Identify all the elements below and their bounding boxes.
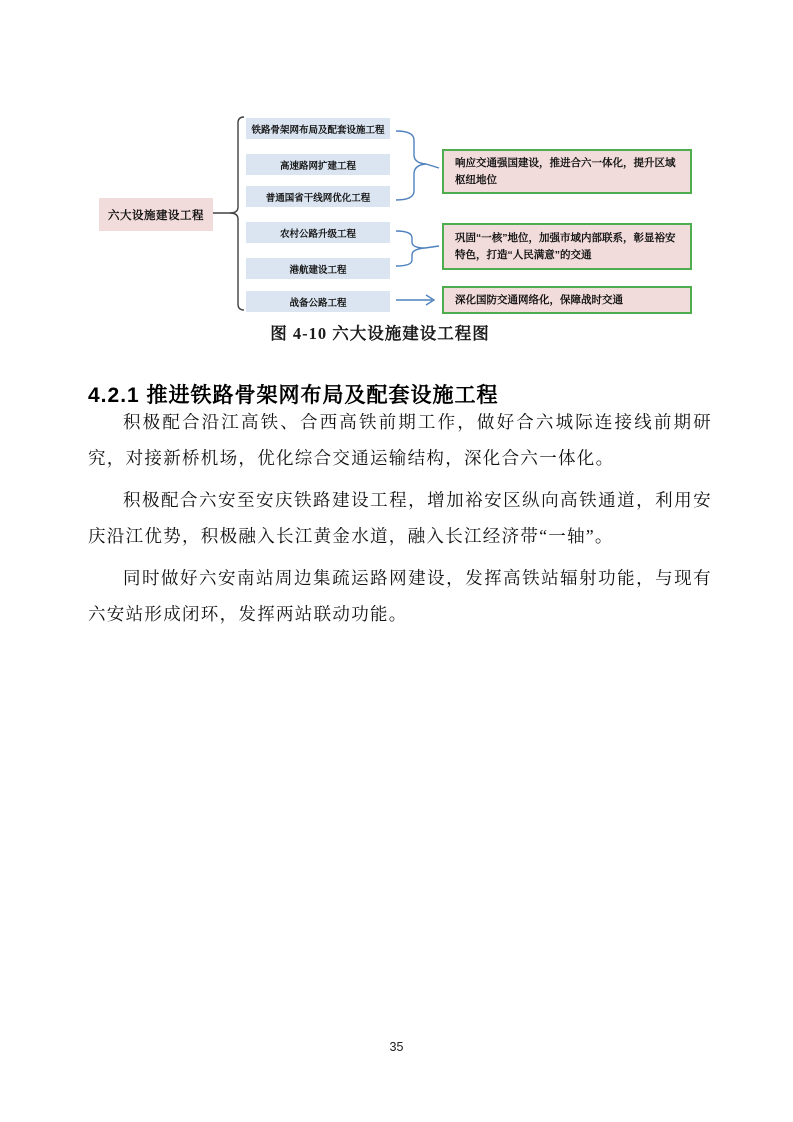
page-number: 35 xyxy=(389,1040,404,1054)
figure-caption: 图 4-10 六大设施建设工程图 xyxy=(270,324,490,343)
section-body xyxy=(88,404,712,638)
brace-connector-top xyxy=(396,131,439,200)
figure-outcome-core-position: 巩固“一核”地位，加强市域内部联系，彰显裕安特色，打造“人民满意”的交通 xyxy=(442,223,692,270)
bracket-connector xyxy=(213,117,244,310)
figure-item-port-construction: 港航建设工程 xyxy=(246,258,390,279)
paragraph: 同时做好六安南站周边集疏运路网建设，发挥高铁站辐射功能，与现有六安站形成闭环，发挥两站联动功能。 xyxy=(88,568,712,624)
paragraph: 积极配合六安至安庆铁路建设工程，增加裕安区纵向高铁通道，利用安庆沿江优势，积极融入长江黄金水道，融入长江经济带“一轴”。 xyxy=(88,490,712,546)
section-heading: 4.2.1 推进铁路骨架网布局及配套设施工程 xyxy=(88,384,499,408)
figure-outcome-hub-status: 响应交通强国建设，推进合六一体化，提升区域枢纽地位 xyxy=(442,149,692,194)
figure-item-trunk-road-optimization: 普通国省干线网优化工程 xyxy=(246,186,390,207)
arrow-connector xyxy=(396,295,434,305)
figure-item-expressway-expansion: 高速路网扩建工程 xyxy=(246,154,390,175)
figure-item-war-preparedness-road: 战备公路工程 xyxy=(246,291,390,312)
figure-root-node: 六大设施建设工程 xyxy=(99,198,213,231)
paragraph: 积极配合沿江高铁、合西高铁前期工作，做好合六城际连接线前期研究，对接新桥机场，优化综合交通运输结构，深化合六一体化。 xyxy=(88,412,712,468)
figure-4-10 xyxy=(0,0,793,340)
figure-item-railway-network: 铁路骨架网布局及配套设施工程 xyxy=(246,118,390,139)
figure-outcome-defense-network: 深化国防交通网络化，保障战时交通 xyxy=(442,286,692,314)
brace-connector-middle xyxy=(396,231,439,266)
figure-item-rural-road-upgrade: 农村公路升级工程 xyxy=(246,222,390,243)
